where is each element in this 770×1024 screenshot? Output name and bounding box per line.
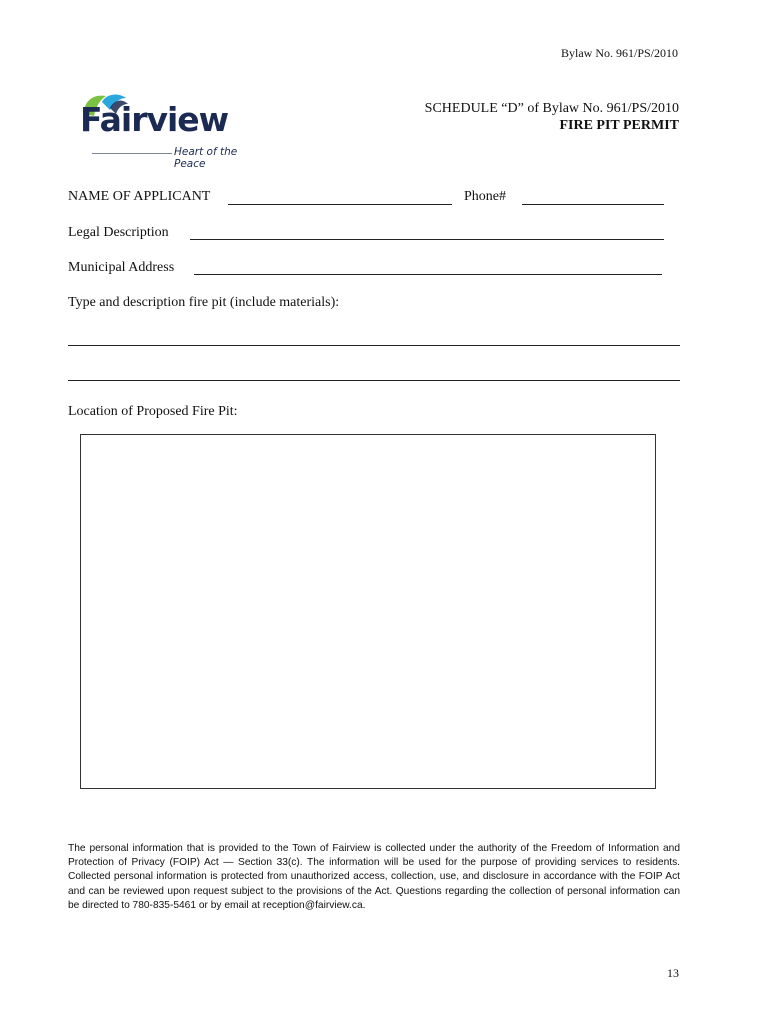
logo-tagline: Heart of the Peace bbox=[174, 146, 238, 170]
legal-description-label: Legal Description bbox=[68, 225, 169, 240]
bylaw-reference: Bylaw No. 961/PS/2010 bbox=[560, 46, 678, 60]
legal-description-field[interactable] bbox=[190, 239, 664, 240]
phone-field[interactable] bbox=[522, 204, 664, 205]
phone-label: Phone# bbox=[464, 189, 506, 204]
fire-pit-description-line-1[interactable] bbox=[68, 345, 680, 346]
location-sketch-box[interactable] bbox=[80, 434, 656, 789]
logo-wordmark: Fairview bbox=[80, 100, 229, 139]
fire-pit-type-label: Type and description fire pit (include materials): bbox=[68, 295, 340, 310]
applicant-name-field[interactable] bbox=[228, 204, 452, 205]
fire-pit-description-line-2[interactable] bbox=[68, 380, 680, 381]
schedule-title: SCHEDULE “D” of Bylaw No. 961/PS/2010 bbox=[424, 101, 679, 116]
applicant-label: NAME OF APPLICANT bbox=[68, 189, 211, 204]
fairview-logo bbox=[80, 94, 270, 170]
privacy-notice: The personal information that is provided to the Town of Fairview is collected under the authority of the Freedom of Information and Protection of Privacy (FOIP) Act — Section 33(c). The information will be used for the purpose of providing services to residents. Collected personal information is protected from unauthorized access, collection, use, and disclosure in accordance with the FOIP Act and can be reviewed upon request subject to the provisions of the Act. Questions regarding the collection of personal information can be directed to 780-835-5461 or by email at reception@fairview.ca. bbox=[68, 843, 680, 911]
page-number: 13 bbox=[667, 966, 679, 980]
location-label: Location of Proposed Fire Pit: bbox=[68, 404, 238, 419]
form-title: FIRE PIT PERMIT bbox=[559, 118, 679, 133]
logo-divider bbox=[92, 153, 172, 154]
municipal-address-label: Municipal Address bbox=[68, 260, 175, 275]
municipal-address-field[interactable] bbox=[194, 274, 662, 275]
